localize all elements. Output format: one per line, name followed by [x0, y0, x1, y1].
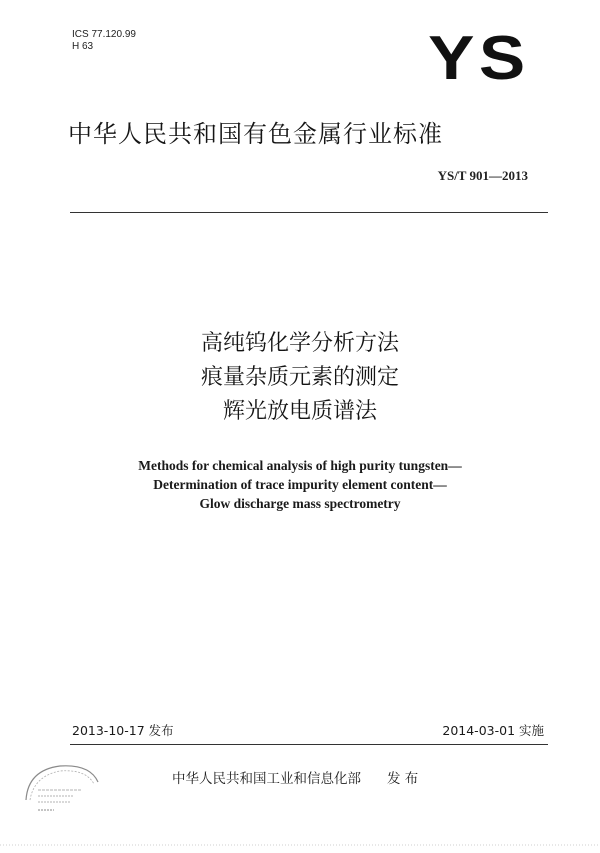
ccs-code: H 63 [72, 41, 94, 52]
chinese-title [0, 327, 600, 429]
standard-number: YS/T 901—2013 [437, 168, 528, 183]
publisher-line [172, 767, 418, 787]
chinese-title-line: 高纯钨化学分析方法 [200, 331, 399, 356]
english-title-line: Glow discharge mass spectrometry [199, 496, 401, 511]
issue-date: 2013-10-17 发布 [72, 723, 174, 738]
ics-code: ICS 77.120.99 [72, 29, 136, 40]
chinese-title-line: 痕量杂质元素的测定 [200, 365, 399, 390]
scan-edge-noise [0, 842, 600, 848]
publisher-name: 中华人民共和国工业和信息化部 [172, 771, 361, 787]
standard-title: 中华人民共和国有色金属行业标准 [68, 120, 443, 148]
ys-logo: YS [428, 24, 530, 93]
implementation-date: 2014-03-01 实施 [442, 723, 544, 738]
footer-divider [70, 744, 548, 745]
seal-stamp-icon [20, 760, 102, 818]
english-title [0, 456, 600, 513]
publish-action: 发 布 [387, 771, 419, 787]
english-title-line: Determination of trace impurity element content— [153, 477, 447, 492]
header-divider [70, 212, 548, 213]
chinese-title-line: 辉光放电质谱法 [222, 399, 377, 424]
english-title-line: Methods for chemical analysis of high purity tungsten— [138, 458, 462, 473]
